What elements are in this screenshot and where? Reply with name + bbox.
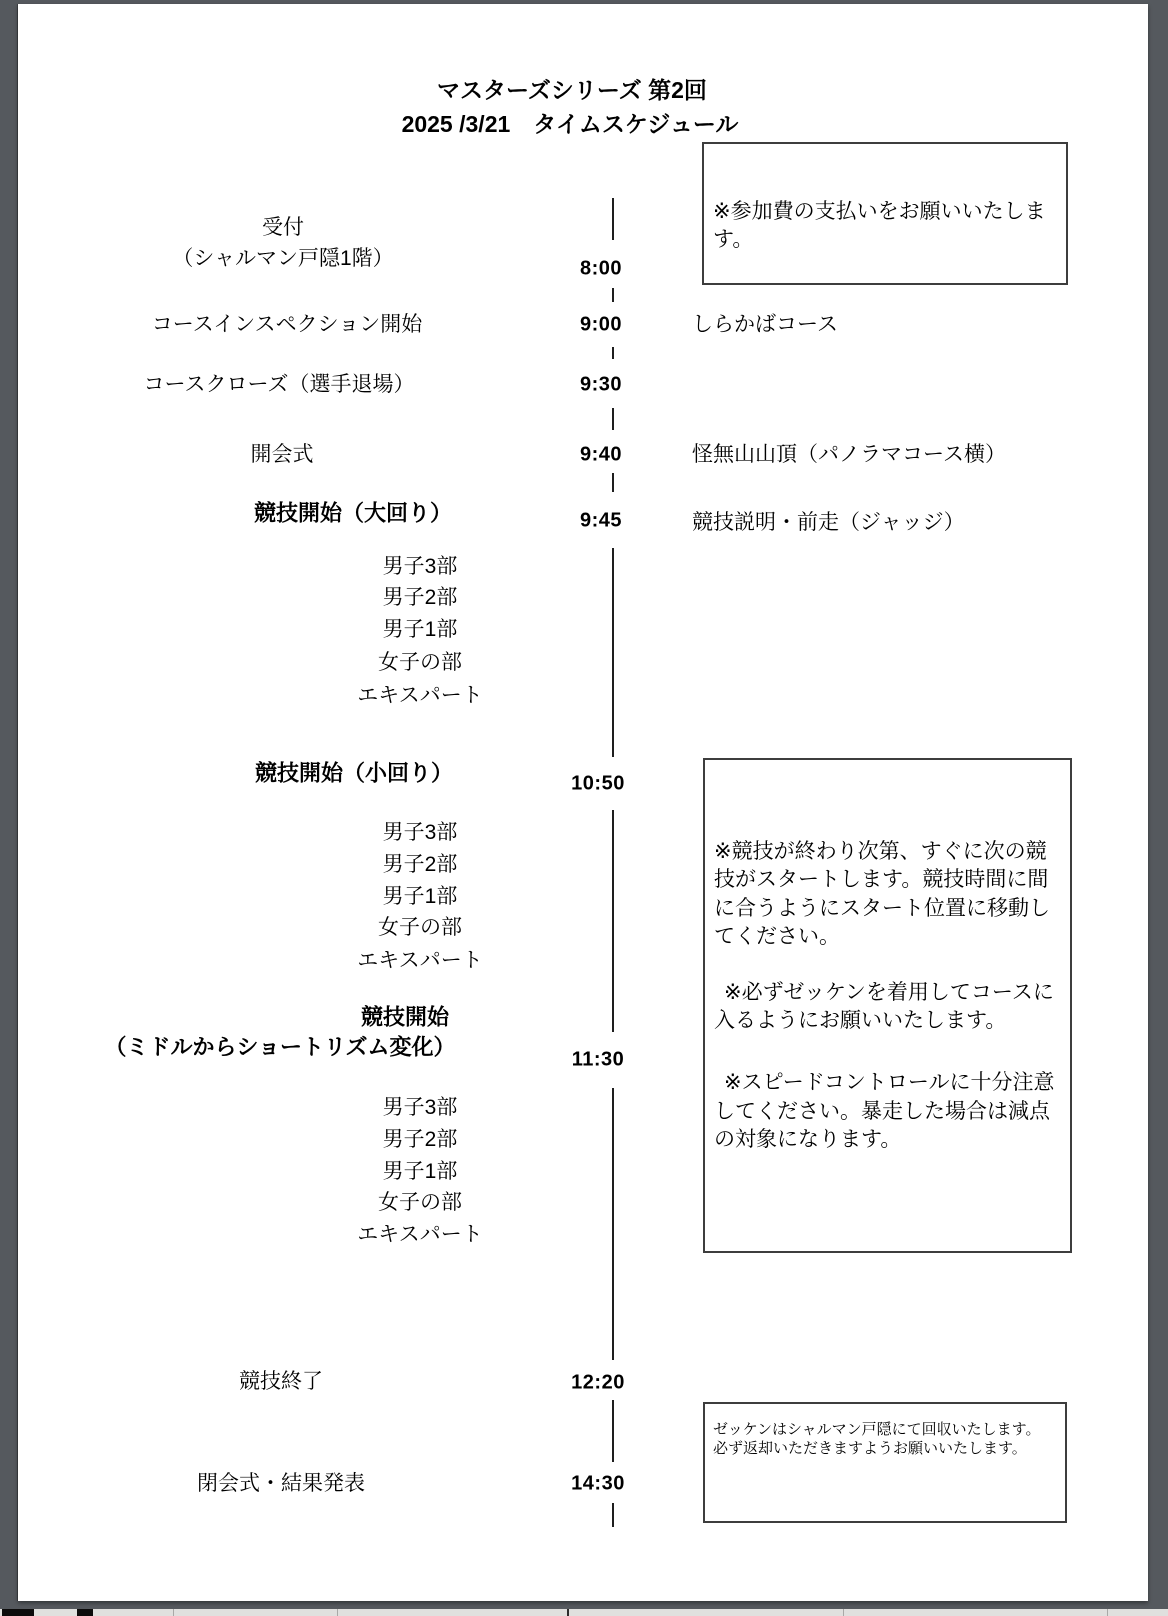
event-competition-end: 競技終了 [239, 1369, 323, 1393]
time-rhythm-change: 11:30 [571, 1048, 625, 1071]
sheet-gridline [1107, 1609, 1108, 1616]
timeline-segment [612, 408, 614, 430]
time-small-turn: 10:50 [571, 772, 625, 795]
category-item: 男子3部 [382, 820, 458, 844]
event-course-close: コースクローズ（選手退場） [143, 372, 415, 396]
timeline-segment [612, 548, 614, 757]
category-item: エキスパート [357, 1222, 483, 1246]
category-item: 男子3部 [382, 1095, 458, 1119]
event-opening-ceremony: 開会式 [250, 442, 314, 466]
category-item: 女子の部 [378, 1190, 462, 1214]
location-opening: 怪無山山頂（パノラマコース横） [692, 442, 1006, 466]
timeline-segment [612, 1503, 614, 1527]
note-box-bib-return [703, 1402, 1067, 1523]
event-start-rhythm-line2: （ミドルからショートリズム変化） [104, 1034, 456, 1060]
timeline-segment [612, 473, 614, 492]
time-inspection: 9:00 [579, 313, 623, 336]
time-large-turn: 9:45 [579, 509, 623, 532]
timeline-segment [612, 1088, 614, 1360]
time-reception: 8:00 [579, 257, 623, 280]
category-item: 女子の部 [378, 650, 462, 674]
event-start-small-turn: 競技開始（小回り） [254, 760, 454, 786]
time-closing: 14:30 [571, 1472, 625, 1495]
time-opening: 9:40 [579, 443, 623, 466]
note-text-rules-3: ※スピードコントロールに十分注意してください。暴走した場合は減点の対象になります。 [714, 1071, 1055, 1152]
event-start-rhythm-line1: 競技開始 [360, 1004, 450, 1030]
sheet-glyph-fragment [2, 1609, 34, 1616]
page-subtitle: 2025 /3/21 タイムスケジュール [401, 110, 739, 137]
timeline-segment [612, 347, 614, 359]
timeline-segment [612, 288, 614, 302]
note-box-payment [702, 142, 1068, 285]
category-item: 男子2部 [382, 585, 458, 609]
event-course-inspection: コースインスペクション開始 [151, 312, 423, 336]
time-end: 12:20 [571, 1371, 625, 1394]
category-item: 男子2部 [382, 1127, 458, 1151]
note-text-bib-return-2: 必ず返却いただきますようお願いいたします。 [713, 1440, 1027, 1457]
time-course-close: 9:30 [579, 373, 623, 396]
category-item: 女子の部 [378, 915, 462, 939]
sheet-gridline [337, 1609, 338, 1616]
note-box-rules [703, 758, 1072, 1253]
sheet-gridline [173, 1609, 174, 1616]
location-large-turn: 競技説明・前走（ジャッジ） [692, 510, 965, 534]
note-text-rules-2: ※必ずゼッケンを着用してコースに入るようにお願いいたします。 [714, 980, 1054, 1033]
sheet-gridline [843, 1609, 844, 1616]
category-item: 男子1部 [382, 617, 458, 641]
timeline-segment [612, 810, 614, 1032]
category-item: 男子1部 [382, 884, 458, 908]
event-reception-location: （シャルマン戸隠1階） [172, 246, 394, 270]
category-item: 男子1部 [382, 1159, 458, 1183]
category-item: 男子3部 [382, 554, 458, 578]
note-text-rules-1: ※競技が終わり次第、すぐに次の競技がスタートします。競技時間に間に合うようにスタート位置に移動してください。 [714, 840, 1050, 949]
note-text-bib-return-1: ゼッケンはシャルマン戸隠にて回収いたします。 [713, 1421, 1041, 1438]
sheet-gridline [567, 1609, 569, 1616]
timeline-segment [612, 198, 614, 240]
category-item: エキスパート [357, 683, 483, 707]
page-title: マスターズシリーズ 第2回 [437, 76, 707, 103]
event-start-large-turn: 競技開始（大回り） [253, 500, 453, 526]
location-inspection: しらかばコース [692, 312, 838, 336]
category-item: 男子2部 [382, 852, 458, 876]
next-sheet-strip [0, 1609, 1168, 1616]
event-closing-ceremony: 閉会式・結果発表 [197, 1471, 365, 1495]
note-text-payment: ※参加費の支払いをお願いいたします。 [713, 200, 1046, 252]
event-reception: 受付 [262, 215, 304, 239]
category-item: エキスパート [357, 948, 483, 972]
sheet-glyph-fragment [77, 1609, 93, 1616]
timeline-segment [612, 1400, 614, 1462]
